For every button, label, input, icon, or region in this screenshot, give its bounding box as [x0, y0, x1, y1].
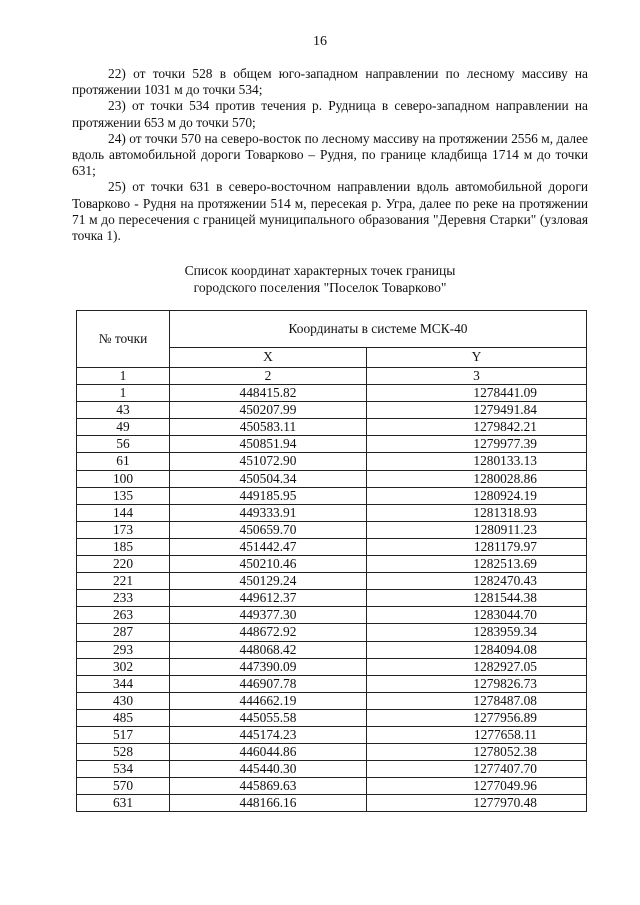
point-number-cell: 233	[77, 590, 170, 607]
x-coordinate-cell: 451072.90	[170, 453, 367, 470]
point-number-cell: 534	[77, 761, 170, 778]
x-coordinate-cell: 446907.78	[170, 675, 367, 692]
table-row	[77, 761, 587, 778]
x-coordinate-cell: 450210.46	[170, 556, 367, 573]
x-coordinate-cell: 451442.47	[170, 538, 367, 555]
point-number-cell: 220	[77, 556, 170, 573]
y-coordinate-cell: 1281544.38	[367, 590, 587, 607]
point-number-cell: 43	[77, 402, 170, 419]
y-coordinate-cell: 1281179.97	[367, 538, 587, 555]
x-coordinate-cell: 448672.92	[170, 624, 367, 641]
page-number: 16	[313, 34, 327, 49]
y-coordinate-cell: 1282513.69	[367, 556, 587, 573]
y-coordinate-cell: 1277407.70	[367, 761, 587, 778]
table-row	[77, 795, 587, 812]
y-coordinate-cell: 1277956.89	[367, 709, 587, 726]
x-coordinate-cell: 445055.58	[170, 709, 367, 726]
y-coordinate-cell: 1280028.86	[367, 470, 587, 487]
y-coordinate-cell: 1277970.48	[367, 795, 587, 812]
point-number-cell: 631	[77, 795, 170, 812]
y-coordinate-cell: 1284094.08	[367, 641, 587, 658]
header-point-number: № точки	[77, 311, 170, 368]
x-coordinate-cell: 450583.11	[170, 419, 367, 436]
x-coordinate-cell: 449612.37	[170, 590, 367, 607]
column-number: 2	[170, 368, 367, 385]
y-coordinate-cell: 1281318.93	[367, 504, 587, 521]
table-row	[77, 402, 587, 419]
table-title-line-2: городского поселения "Поселок Товарково"	[193, 280, 447, 295]
table-row	[77, 385, 587, 402]
table-row	[77, 744, 587, 761]
table-row	[77, 504, 587, 521]
y-coordinate-cell: 1278052.38	[367, 744, 587, 761]
table-row	[77, 692, 587, 709]
y-coordinate-cell: 1283959.34	[367, 624, 587, 641]
y-coordinate-cell: 1278441.09	[367, 385, 587, 402]
point-number-cell: 302	[77, 658, 170, 675]
point-number-cell: 344	[77, 675, 170, 692]
table-row	[77, 453, 587, 470]
x-coordinate-cell: 449377.30	[170, 607, 367, 624]
table-row	[77, 470, 587, 487]
point-number-cell: 430	[77, 692, 170, 709]
table-row	[77, 726, 587, 743]
x-coordinate-cell: 446044.86	[170, 744, 367, 761]
column-number: 3	[367, 368, 587, 385]
y-coordinate-cell: 1277658.11	[367, 726, 587, 743]
point-number-cell: 173	[77, 521, 170, 538]
y-coordinate-cell: 1279491.84	[367, 402, 587, 419]
paragraph-23: 23) от точки 534 против течения р. Рудница в северо-западном направлении на протяжении 653 м до точки 570;	[72, 98, 588, 130]
x-coordinate-cell: 448415.82	[170, 385, 367, 402]
table-row	[77, 675, 587, 692]
y-coordinate-cell: 1279826.73	[367, 675, 587, 692]
table-row	[77, 658, 587, 675]
point-number-cell: 135	[77, 487, 170, 504]
table-row	[77, 419, 587, 436]
paragraph-24: 24) от точки 570 на северо-восток по лесному массиву на протяжении 2556 м, далее вдоль автомобильной дороги Товарково – Рудня, по границе кладбища 1714 м до точки 631;	[72, 130, 588, 179]
x-coordinate-cell: 450504.34	[170, 470, 367, 487]
point-number-cell: 100	[77, 470, 170, 487]
y-coordinate-cell: 1278487.08	[367, 692, 587, 709]
x-coordinate-cell: 444662.19	[170, 692, 367, 709]
table-row	[77, 573, 587, 590]
point-number-cell: 528	[77, 744, 170, 761]
y-coordinate-cell: 1283044.70	[367, 607, 587, 624]
table-row	[77, 607, 587, 624]
x-coordinate-cell: 445869.63	[170, 778, 367, 795]
x-coordinate-cell: 445440.30	[170, 761, 367, 778]
table-row	[77, 590, 587, 607]
x-coordinate-cell: 447390.09	[170, 658, 367, 675]
point-number-cell: 517	[77, 726, 170, 743]
x-coordinate-cell: 450851.94	[170, 436, 367, 453]
coordinates-table	[76, 310, 587, 812]
table-title-line-1: Список координат характерных точек границы	[184, 263, 456, 278]
table-row	[77, 521, 587, 538]
table-row	[77, 487, 587, 504]
x-coordinate-cell: 450129.24	[170, 573, 367, 590]
point-number-cell: 49	[77, 419, 170, 436]
y-coordinate-cell: 1282927.05	[367, 658, 587, 675]
point-number-cell: 287	[77, 624, 170, 641]
table-row	[77, 436, 587, 453]
point-number-cell: 1	[77, 385, 170, 402]
table-row	[77, 778, 587, 795]
x-coordinate-cell: 448068.42	[170, 641, 367, 658]
y-coordinate-cell: 1279977.39	[367, 436, 587, 453]
point-number-cell: 263	[77, 607, 170, 624]
x-coordinate-cell: 449185.95	[170, 487, 367, 504]
paragraph-25: 25) от точки 631 в северо-восточном направлении вдоль автомобильной дороги Товарково - Рудня на протяжении 514 м, пересекая р. Угра, далее по реке на протяжении 71 м до пересечения с границей муниципального образования "Деревня Старки" (узловая точка 1).	[72, 179, 588, 244]
table-row	[77, 641, 587, 658]
header-coordinate-system: Координаты в системе МСК-40	[170, 311, 587, 348]
table-title	[0, 262, 640, 296]
boundary-description	[72, 66, 588, 244]
header-x: X	[170, 347, 367, 367]
x-coordinate-cell: 450659.70	[170, 521, 367, 538]
paragraph-22: 22) от точки 528 в общем юго-западном направлении по лесному массиву на протяжении 1031 м до точки 534;	[72, 66, 588, 98]
y-coordinate-cell: 1280133.13	[367, 453, 587, 470]
table-row	[77, 538, 587, 555]
y-coordinate-cell: 1282470.43	[367, 573, 587, 590]
table-row	[77, 556, 587, 573]
table-row	[77, 624, 587, 641]
x-coordinate-cell: 445174.23	[170, 726, 367, 743]
point-number-cell: 485	[77, 709, 170, 726]
y-coordinate-cell: 1280911.23	[367, 521, 587, 538]
x-coordinate-cell: 450207.99	[170, 402, 367, 419]
point-number-cell: 185	[77, 538, 170, 555]
table-row	[77, 709, 587, 726]
column-numbering-row	[77, 368, 587, 385]
y-coordinate-cell: 1279842.21	[367, 419, 587, 436]
point-number-cell: 144	[77, 504, 170, 521]
x-coordinate-cell: 449333.91	[170, 504, 367, 521]
header-y: Y	[367, 347, 587, 367]
column-number: 1	[77, 368, 170, 385]
point-number-cell: 56	[77, 436, 170, 453]
point-number-cell: 570	[77, 778, 170, 795]
point-number-cell: 293	[77, 641, 170, 658]
point-number-cell: 221	[77, 573, 170, 590]
point-number-cell: 61	[77, 453, 170, 470]
y-coordinate-cell: 1277049.96	[367, 778, 587, 795]
x-coordinate-cell: 448166.16	[170, 795, 367, 812]
y-coordinate-cell: 1280924.19	[367, 487, 587, 504]
